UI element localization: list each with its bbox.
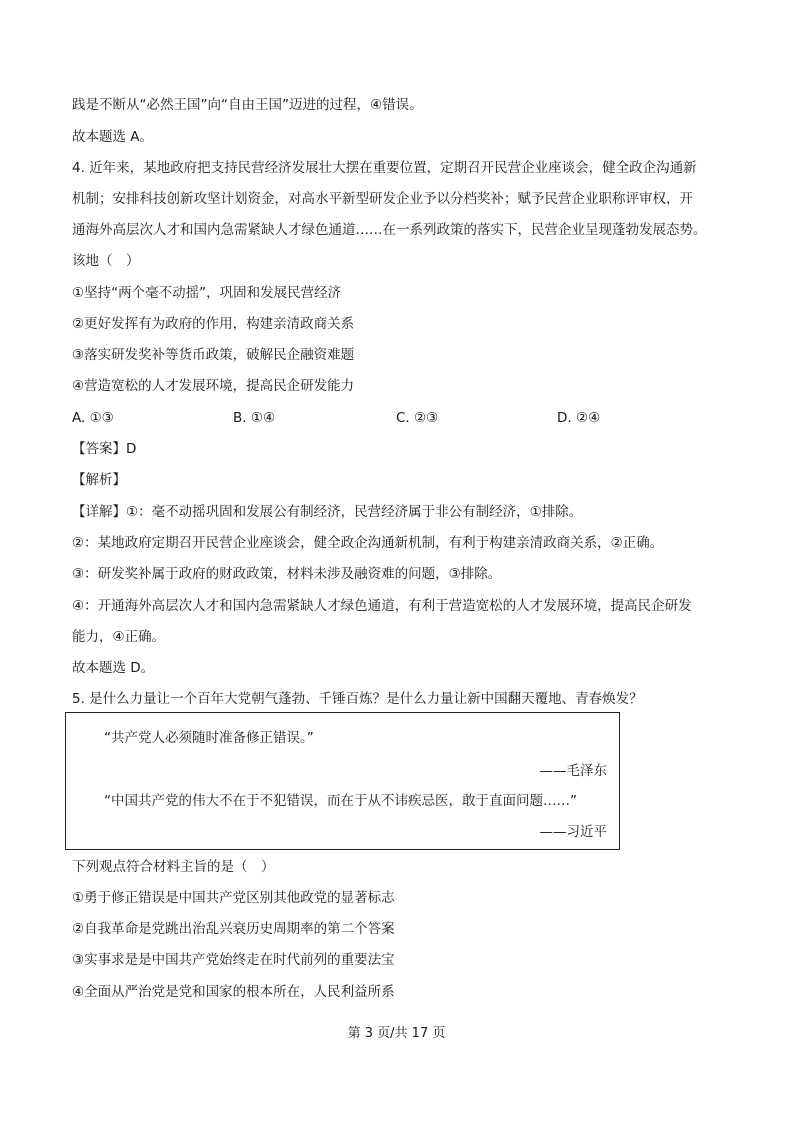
text-line: 践是不断从“必然王国”向“自由王国”迈进的过程，④错误。: [72, 97, 423, 113]
viewpoint-1: ①勇于修正错误是中国共产党区别其他政党的显著标志: [72, 890, 395, 906]
explanation-line: ③：研发奖补属于政府的财政政策，材料未涉及融资难的问题，③排除。: [72, 566, 502, 582]
quote-xi: “中国共产党的伟大不在于不犯错误，而在于从不讳疾忌医，敢于直面问题……”: [104, 793, 577, 809]
page-footer: 第 3 页/共 17 页: [347, 1026, 446, 1041]
quote-box: [65, 712, 620, 850]
question-4-stem: 通海外高层次人才和国内急需紧缺人才绿色通道……在一系列政策的落实下，民营企业呈现蓬勃发展态势。: [72, 222, 707, 238]
statement-2: ②更好发挥有为政府的作用，构建亲清政商关系: [72, 316, 355, 332]
option-c: C. ②③: [396, 410, 439, 426]
quote-mao: “共产党人必须随时准备修正错误。”: [104, 730, 314, 746]
question-5-stem: 5. 是什么力量让一个百年大党朝气蓬勃、千锤百炼？是什么力量让新中国翻天覆地、青春焕发？: [72, 691, 643, 707]
question-4-stem: 该地（ ）: [72, 253, 140, 269]
explanation-line: ④：开通海外高层次人才和国内急需紧缺人才绿色通道，有利于营造宽松的人才发展环境，提高民企研发: [72, 598, 692, 614]
quote-mao-author: ——毛泽东: [539, 763, 607, 779]
viewpoint-4: ④全面从严治党是党和国家的根本所在，人民利益所系: [72, 984, 395, 1000]
option-b: B. ①④: [233, 410, 276, 426]
viewpoint-2: ②自我革命是党跳出治乱兴衰历史周期率的第二个答案: [72, 921, 395, 937]
question-4-stem: 4. 近年来，某地政府把支持民营经济发展壮大摆在重要位置，定期召开民营企业座谈会，健全政企沟通新: [72, 160, 697, 176]
statement-4: ④营造宽松的人才发展环境，提高民企研发能力: [72, 378, 355, 394]
explanation-line: 【详解】①：毫不动摇巩固和发展公有制经济，民营经济属于非公有制经济，①排除。: [72, 504, 583, 520]
explanation-line: 能力，④正确。: [72, 629, 166, 645]
viewpoint-3: ③实事求是是中国共产党始终走在时代前列的重要法宝: [72, 952, 395, 968]
statement-1: ①坚持“两个毫不动摇”，巩固和发展民营经济: [72, 285, 342, 301]
option-d: D. ②④: [557, 410, 601, 426]
selection-line: 故本题选 D。: [72, 660, 155, 676]
explanation-line: ②：某地政府定期召开民营企业座谈会，健全政企沟通新机制，有利于构建亲清政商关系，②正确。: [72, 535, 664, 551]
option-a: A. ①③: [72, 410, 114, 426]
quote-xi-author: ——习近平: [539, 824, 607, 840]
answer-label: 【答案】D: [72, 441, 137, 457]
text-line: 故本题选 A。: [72, 129, 154, 145]
statement-3: ③落实研发奖补等货币政策，破解民企融资难题: [72, 347, 355, 363]
question-5-prompt: 下列观点符合材料主旨的是（ ）: [72, 859, 275, 875]
analysis-label: 【解析】: [72, 472, 126, 488]
question-4-stem: 机制；安排科技创新攻坚计划资金，对高水平新型研发企业予以分档奖补；赋予民营企业职称评审权，开: [72, 191, 693, 207]
